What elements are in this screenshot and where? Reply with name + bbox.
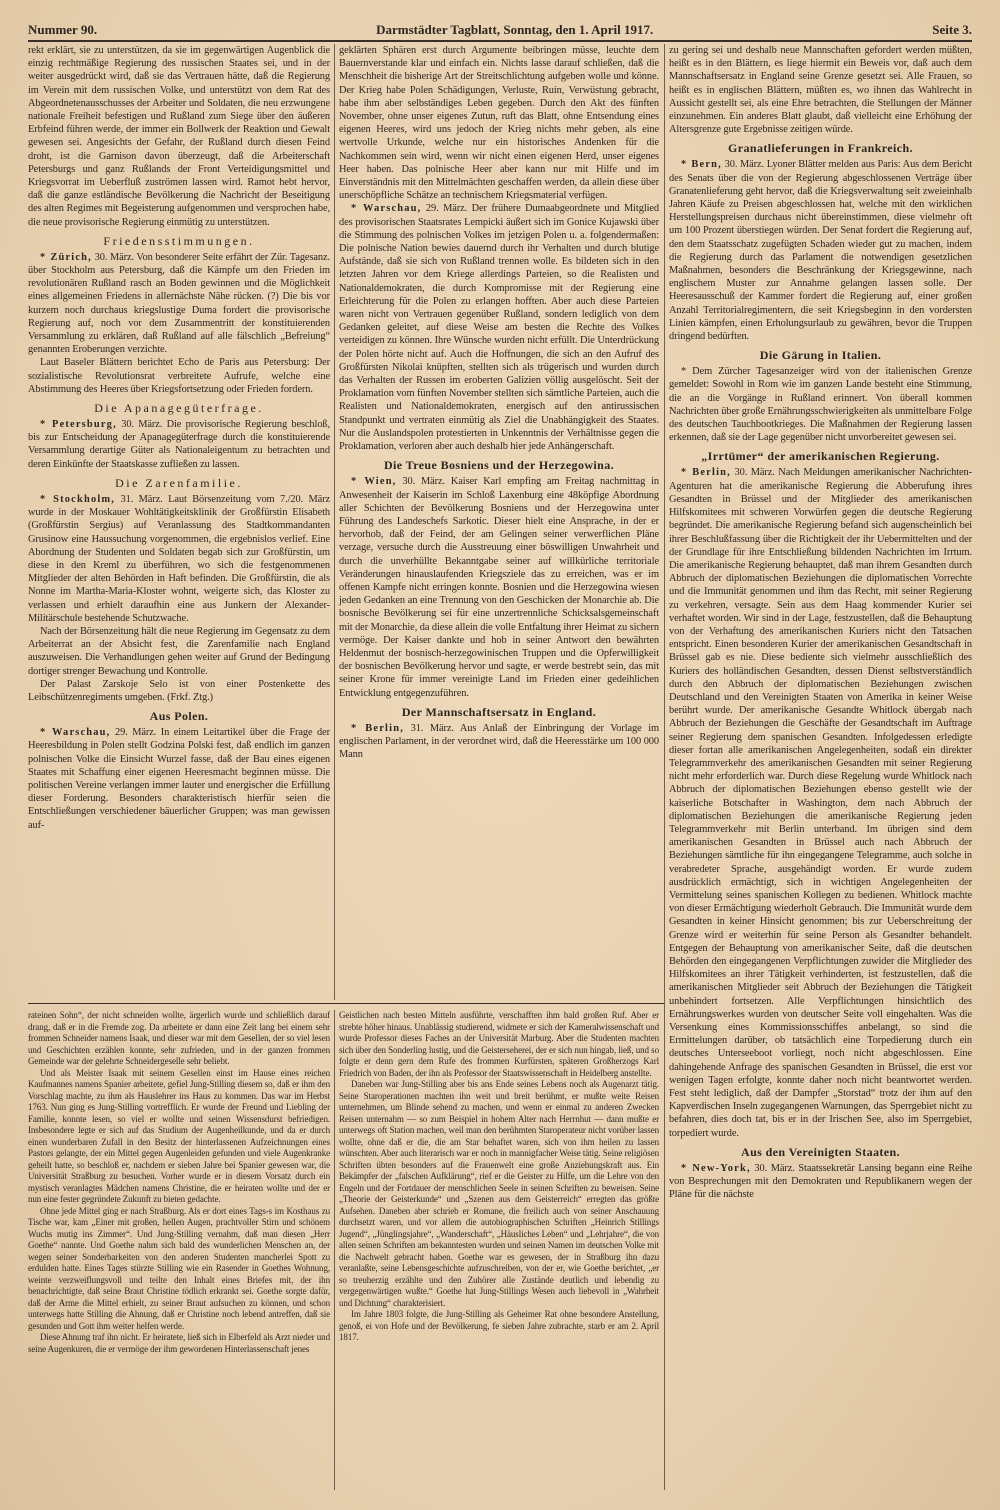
article-text: zu gering sei und deshalb neue Mannschaften gefordert werden müßten, heißt es in den Blättern, es liege hiermit ein Beweis vor, daß auch dem Mannschaftsersatz in England seine Grenze gesetzt sei. Alle Frauen, so heißt es in englischen Blättern, müßten es, wo ihnen das Wahlrecht in Aussicht gestellt sei, als eine Ehre betrachten, die Stellungen der Männer einzunehmen. Ein anderes Blatt glaubt, daß vielleicht eine Erhöhung der Altersgrenze gute Ergebnisse zeitigen würde.	[669, 45, 972, 136]
headline: Friedensstimmungen.	[103, 233, 255, 248]
article-body: 31. März. Aus Anlaß der Einbringung der Vorlage im englischen Parlament, in der verordnet wird, daß die Heeresstärke um 100 000 Mann	[339, 722, 659, 761]
headline: Die Zarenfamilie.	[115, 475, 243, 490]
headline: Die Treue Bosniens und der Herzegowina.	[383, 458, 615, 473]
article-text: Nach der Börsenzeitung hält die neue Regierung im Gegensatz zu dem Arbeiterrat an der Absicht fest, die Zarenfamilie nach England auszuweisen. Die Verhandlungen gehen weiter auf Grund der Bedingung dortiger strenger Bewachung und Kontrolle.	[28, 625, 330, 677]
article-body: 30. März. Staatssekretär Lansing begann eine Reihe von Besprechungen mit den Demokraten und Republikanern wegen der Pläne für die nächste	[669, 1162, 973, 1201]
article-text	[28, 418, 330, 471]
headline: Aus den Vereinigten Staaten.	[741, 1144, 900, 1159]
feuilleton-text: Geistlichen nach besten Mitteln ausführte, verschafften ihm bald großen Ruf. Aber er strebte höher hinaus. Unablässig studierend, widmete er sich der Kameralwissenschaft und wurde Professor dieses Faches an der Universität Marburg. Aber die Studenten machten sich über den Sonderling lustig, und die Geisterseherei, der er sich nun hingab, ließ, und so folgte er denn gern dem Rufe des frommen Kurfürsten, späteren Großherzogs Karl Friedrich von Baden, der ihn als Professor der Staatswissenschaft in Heidelberg anstellte.	[339, 1010, 659, 1078]
article-body: 29. März. Der frühere Dumaabgeordnete und Mitglied des provisorischen Staatsrates Lempicki äußert sich im Gonice Kujawski über die Stimmung des polnischen Volkes im jetzigen Polen u. a. folgendermaßen: Die polnische Nation bewies dauernd durch ihr Verhalten und durch blutige Aufstände, daß sie sich von Rußland trennen wolle. Es bildeten sich in den letzten Jahren vor dem Kriege allerdings Parteien, so die Realisten und Nationaldemokraten, die durch Kompromisse mit der Regierung eine Erleichterung für die Polen zu erlangen hofften. Aber auch diese Parteien waren nicht von Vertrauen gegenüber Rußland, sondern lediglich von dem Gedanken geleitet, auf diese Weise am besten die Rechte des Volkes verteidigen zu können. Ihre Wünsche wurden nicht erfüllt. Die Unterdrückung der Polen hörte nicht auf. Auch die Hoffnungen, die sich an den Aufruf des Großfürsten Nikolai knüpften, stellten sich als trügerisch und wurden durch das Verhalten der Russen im eroberten Galizien völlig ausgelöscht. Seit der Proklamation vom fünften November stellten sich sämtliche Parteien, auch die Realisten und Nationaldemokraten, energisch auf den antirussischen Standpunkt und vertraten einmütig als Ziel die Unabhängigkeit des Staates. Nur die Auslandspolen protestierten in Unkenntnis der Verhältnisse gegen die Proklamation, verloren aber auch deshalb hier jede Anhängerschaft.	[339, 203, 659, 453]
article-body: 30. März. Lyoner Blätter melden aus Paris: Aus dem Bericht des Senats über die von der Regierung abgeschlossenen Verträge über Granatenlieferung geht hervor, daß die Kriegsverwaltung seit zweieinhalb Jahren Käufe zu Preisen abgeschlossen hat, welche mit den wirklichen Herstellungspreisen durchaus nicht übereinstimmen, diese vielmehr oft um 100 Prozent überstiegen würden. Der Senat fordert die Regierung auf, den dem Staatsschatz zugefügten Schaden wieder gut zu machen, indem die Regierung durch das Parlament die notwendigen gesetzlichen Maßnahmen, besonders die Beschränkung der Kriegsgewinne, nach englischem Muster zur Annahme gelangen lassen solle. Der Heeresausschuß der Kammer fordert die Regierung auf, einer großen Anzahl Territorialregimentern, die seit Kriegsbeginn in den vordersten Linien kämpfen, einen Erholungsurlaub zu gewähren, bevor die Truppen dringend bedürften.	[669, 159, 972, 343]
column-divider	[334, 1010, 335, 1490]
article-body: 30. März. Kaiser Karl empfing am Freitag nachmittag in Anwesenheit der Kaiserin im Schloß Laxenburg eine 48köpfige Abordnung aller Schichten der Bevölkerung Bosniens und der Herzegowina unter Führung des Landeschefs Sarkotic. Dieser hielt eine Ansprache, in der er hervorhob, daß der Feind, der am Gelingen seiner verwerflichen Pläne verzage, versuche durch die Ausstreuung einer böswilligen Unwahrheit und durch die unverhüllte Bekanntgabe seiner auf willkürliche territoriale Veränderungen hinauslaufenden Kriegsziele das zu erreichen, was er im offenen Kampfe nicht erringen konnte. Bosnien und die Herzegowina wiesen jeden Gedanken an eine Trennung von den Geschicken der Monarchie ab. Die bosnische Bevölkerung sei für eine unzertrennliche Schicksalsgemeinschaft mit der Monarchie, da diese allein die volle Entfaltung ihrer Heimat zu sichern vermöge. Der Kaiser dankte und hob in seiner Antwort den bewährten Heldenmut der bosnisch-herzegowinischen Truppen und die Opferwilligkeit der bosnischen Bevölkerung hervor und sagte, er werde bestrebt sein, das mit seiner Krone für immer vereinigte Land im Frieden einer gedeihlichen Entwicklung entgegenzuführen.	[339, 476, 659, 699]
dateline: * Zürich,	[40, 251, 92, 263]
article-text	[28, 251, 330, 357]
dateline: * Wien,	[351, 476, 397, 488]
article-body: 30. März. Von besonderer Seite erfährt der Zür. Tagesanz. über Stockholm aus Petersburg, daß die Kämpfe um den Frieden im revolutionären Rußland rasch an Boden gewinnen und die Möglichkeit eines allgemeinen Friedens in allernächste Nähe rücken. (?) Die bis vor kurzem noch durchaus kriegslustige Duma fordert die provisorische Regierung auf, noch vor dem Zusammentritt der konstituierenden Versammlung zu erklären, daß Rußland auf alle fälschlich „Befreiung“ genannten Eroberungen verzichte.	[28, 251, 331, 356]
column-3	[669, 44, 972, 1201]
feuilleton-text: Diese Ahnung traf ihn nicht. Er heiratete, ließ sich in Elberfeld als Arzt nieder und seine Augenkuren, die er vermöge der ihm gewordenen Hinterlassenschaft jenes	[28, 1332, 330, 1354]
headline: Aus Polen.	[149, 709, 209, 724]
feuilleton-text: rateinen Sohn“, der nicht schneiden wollte, ärgerlich wurde und schließlich darauf drang, daß er in die Fremde zog. Da arbeitete er dann eine Zeit lang bei einem sehr frommen Schneider namens Isaak, und dieser war mit dem Gesellen, der so viel lesen und Geschichten erzählen konnte, sehr zufrieden, und in der ganzen frommen Gemeinde war der gelehrte Schneidergeselle sehr beliebt.	[28, 1010, 330, 1066]
article-text	[339, 475, 659, 699]
headline: Der Mannschaftsersatz in England.	[401, 704, 597, 719]
dateline: * Bern,	[681, 159, 722, 171]
column-1	[28, 44, 330, 832]
article-text: geklärten Sphären erst durch Argumente beibringen müsse, leuchte dem Bauernverstande klar und einfach ein. Nichts lasse darauf schließen, daß die Menschheit die bisherige Art der Streitschlichtung aufgeben wolle und könne. Der Krieg habe Polen Schädigungen, Verluste, Ruin, Verwüstung gebracht, habe ihm aber selbständiges Leben gegeben. Durch den Akt des fünften November, ohne unser eigenes Zutun, ruft das Blatt, ohne Entsendung eines eigenen Heeres, wird uns jedoch der Krieg nichts mehr geben, als eine wertvolle Urkunde, welche nur ein historisches Andenken für die Nachkommen sein wird, wenn wir nicht einen eigenen Herd, unser eigenes Heer haben. Das polnische Heer aber kann nur mit Hilfe und im Einverständnis mit den Mittelmächten geschaffen werden, da allein diese über unerschöpfliche Schätze an technischem Kriegsmaterial verfügen.	[339, 45, 659, 202]
article-text: * Dem Zürcher Tagesanzeiger wird von der italienischen Grenze gemeldet: Sowohl in Rom wie im ganzen Lande besteht eine Stimmung, die an die Vorgänge in Rußland erinnert. Von überall kommen Nachrichten über große Ernährungsschwierigkeiten als unmittelbare Folge des deutschen Tauchbootkrieges. Die Maßnahmen der Regierung lassen erkennen, daß sie der Lage gegenüber nicht unvorbereitet gewesen sei.	[669, 366, 972, 444]
article-text	[28, 726, 330, 832]
article-text: Der Palast Zarskoje Selo ist von einer Postenkette des Leibschützenregiments umgeben. (Frkf. Ztg.)	[28, 678, 330, 703]
headline: Granatlieferungen in Frankreich.	[728, 141, 913, 156]
dateline: * Berlin,	[681, 467, 731, 479]
headline: „Irrtümer“ der amerikanischen Regierung.	[701, 449, 940, 464]
dateline: * Warschau,	[351, 203, 422, 215]
headline: Die Apanagegüterfrage.	[94, 401, 264, 416]
article-body: 30. März. Nach Meldungen amerikanischer Nachrichten-Agenturen hat die amerikanische Regierung die Abberufung ihres Gesandten in Brüssel und der Mitglieder des amerikanischen Hilfskomitees mit schweren Vorwürfen gegen die deutsche Regierung begründet. Die amerikanische Regierung befand sich augenscheinlich bei ihrer Beschlußfassung über die Richtigkeit der ihr Uebermittelten und der der Grundlage für ihre Entschließung bildenden Nachrichten im Irrtum. Die amerikanische Regierung behauptet, daß man ihrem Gesandten durch Abbruch der diplomatischen Beziehungen die diplomatischen Vorrechte und die Immunität genommen und ihm das Recht, mit seiner Regierung zu verkehren, versagte. Sein aus dem Haag kommender Kurier sei verhaftet worden. Wir sind in der Lage, festzustellen, daß die Behauptung von der Verhaftung des amerikanischen Kuriers nicht den Tatsachen entspricht. Einen besonderen Kurier der amerikanischen Gesandtschaft in Brüssel gab es nie. Diese bediente sich vielmehr ausschließlich des Kuriers des holländischen Gesandten, dessen Dienst selbstverständlich durch den Abbruch der diplomatischen Beziehungen zwischen Deutschland und den Vereinigten Staaten von Amerika in keiner Weise berührt wurde. Der amerikanische Gesandte Whitlock übergab nach Abbruch der Beziehungen die Geschäfte der Gesandtschaft im Auftrage seiner Regierung dem spanischen Gesandten. Infolgedessen erledigte dieser fortan alle amerikanischen Angelegenheiten, sodaß ein direkter Telegrammverkehr des amerikanischen Gesandten mit seiner Regierung nicht mehr erforderlich war. Durch diese Regelung wurde Whitlock nach Abbruch der diplomatischen Beziehungen ebenso gestellt wie der kaiserliche Botschafter in Washington, dem nach Abbruch der diplomatischen Beziehungen die amerikanische Regierung jeden Telegrammverkehr mit Berlin unterband. Im übrigen sind dem amerikanischen Gesandten in Brüssel auch nach Abbruch der Beziehungen sämtliche für ihn eingegangene Telegramme, auch solche in verabredeter Sprache, ausgehändigt worden. Er wurde zudem ausdrücklich ermächtigt, sich in wichtigen Angelegenheiten der Vermittelung seines spanischen Kollegen zu bedienen. Whitlock machte von dieser Ermächtigung wiederholt Gebrauch. Die Immunität wurde dem Gesandten in keiner Hinsicht genommen; bis zur Ueberschreitung der Grenze wird er weiterhin für seine Person als Gesandter behandelt. Entgegen der Behauptung von amerikanischer Seite, daß die deutschen Behörden den eingegangenen Verpflichtungen zuwider die Mitglieder des Hilfskomitees an ihrer Tätigkeit verhinderten, ist festzustellen, daß die amerikanischen Mitglieder seit Abbruch der Beziehungen die Tätigkeit unbehindert fortsetzen. Alle Verpflichtungen hinsichtlich des Ernährungswerkes wurden von deutscher Seite voll eingehalten. Was die Versenkung eines Kommissionsschiffes anbelangt, so sind die Ermittelungen darüber, ob tatsächlich eine Torpedierung durch ein deutsches Unterseeboot vorliegt, noch nicht abgeschlossen. Eine dahingehende Anfrage des spanischen Gesandten in Brüssel, die erst vor wenigen Tagen erfolgte, konnte daher noch nicht beantwortet werden. Fest steht lediglich, daß der Dampfer „Storstad“ trotz der ihm auf den Kapverdischen Inseln zugegangenen Warnungen, das Sperrgebiet nicht zu befahren, dies doch tat, bis er in der Irischen See, also im Sperrgebiet, torpediert wurde.	[669, 467, 972, 1139]
feuilleton-column-2	[339, 1010, 659, 1344]
column-2	[339, 44, 659, 761]
article-text	[339, 722, 659, 762]
article-text	[28, 493, 330, 625]
newspaper-title: Darmstädter Tagblatt, Sonntag, den 1. April 1917.	[376, 22, 654, 37]
headline: Die Gärung in Italien.	[759, 348, 882, 363]
dateline: * New-York,	[681, 1162, 751, 1174]
article-text: rekt erklärt, sie zu unterstützen, da sie im gegenwärtigen Augenblick die einzig rechtmäßige Regierung des russischen Staates sei, und in der weiter ausgedrückt wird, daß sie das Vertrauen hätte, daß die Regierung im Verein mit dem russischen Volke, und unterstützt von dem Rat des Abgeordnetenausschusses der Arbeiter und Soldaten, die neu erzwungene nationale Freiheit befestigen und Rußland zum Siege über den äußeren Erbfeind führen werde, der immer ein Bollwerk der Reaktion und Gewalt gewesen sei. Angesichts der Gefahr, der Rußland durch diesen Feind droht, ist die Garnison davon überzeugt, daß die Arbeiterschaft Petersburgs und ganz Rußlands der Front Verteidigungsmittel und Kriegsvorrat im Ueberfluß zuströmen lassen wird. Ramot hebt hervor, daß die ganze estländische Bevölkerung die Nachricht der Beseitigung des alten Regimes mit Begeisterung aufgenommen und versprochen habe, die neue provisorische Regierung einmütig zu unterstützen.	[28, 45, 330, 228]
issue-number: Nummer 90.	[28, 22, 98, 37]
feuilleton-rule	[28, 1003, 664, 1004]
masthead	[28, 20, 972, 42]
feuilleton-text: Daneben war Jung-Stilling aber bis ans Ende seines Lebens noch als Augenarzt tätig. Seine Staroperationen machten ihn weit und breit berühmt, er mußte weite Reisen unternehmen, um Blinde sehend zu machen, und wenn er einmal zu anderen Zwecken Reisen unternahm — so zum Beispiel in hohem Alter nach Herrnhut — dann mußte er unterwegs oft Station machen, weil man den berühmten Staroperateur nicht vorüber lassen wollte, ohne daß er die, die am Star behaftet waren, sich von ihm heilen zu lassen wünschten. Aber auch literarisch war er noch in mannigfacher Weise tätig. Seine religiösen Schriften übten besonders auf die Frauenwelt eine große Anziehungskraft aus. Ein Bekämpfer der „falschen Aufklärung“, rief er die Geister zu Hilfe, um die Lehre von den Engeln und der Fortdauer der menschlichen Seele in seinen Schriften zu beweisen. Seine „Theorie der Geisterkunde“ und „Szenen aus dem Geisterreich“ erregten das größte Aufsehen. Daneben aber schrieb er Romane, die freilich auch von seiner Anschauung durchsetzt waren, und vor allem die autobiographischen Schriften „Heinrich Stillings Jugend“, „Jünglingsjahre“, „Wanderschaft“, „Häusliches Leben“ und „Lehrjahre“, die von allen seinen Schriften am bekanntesten wurden und seinen Namen im deutschen Volke mit die Nachwelt gebracht haben. Goethe war es gewesen, der in Straßburg ihn dazu veranlaßte, seine Lebensgeschichte aufzuschreiben, von der er, wie Goethe berichtet, „er so treuherzig erzählte und den Zuhörer alle Zustände deutlich und lebendig zu vergegenwärtigen wußte.“ Goethe hat Jung-Stillings Wesen auch liebevoll in „Wahrheit und Dichtung“ charakterisiert.	[339, 1079, 659, 1308]
feuilleton-text: Und als Meister Isaak mit seinem Gesellen einst im Hause eines reichen Kaufmannes namens Spanier arbeitete, gefiel Jung-Stilling diesem so, daß er ihm den Vorschlag machte, zu ihm als Hauslehrer ins Haus zu kommen. Das war im Herbst 1763. Nun ging es Jung-Stilling vortrefflich. Er wurde der Freund und Liebling der Familie, konnte lesen, so viel er wollte und seinen Wissensdurst befriedigen. Insbesondere legte er sich auf das Studium der Augenheilkunde, und da er durch einen wunderbaren Zufall in den Besitz der hinterlassenen Aufzeichnungen eines Pastors gelangte, der ein Mittel gegen Augenleiden gefunden und viele Augenkranke geheilt hatte, so beschloß er, nachdem er sieben Jahre bei Spanier gewesen war, die Universität Straßburg zu besuchen. Vorher wurde er in diesem Vorsatz durch ein mystisch veranlagtes Mädchen namens Christine, die er heiraten wollte und der er nun eine fester gegründete Zukunft zu bieten gedachte.	[28, 1067, 330, 1204]
article-text	[339, 202, 659, 453]
article-text	[669, 1162, 972, 1202]
dateline: * Stockholm,	[40, 493, 116, 505]
column-divider	[334, 44, 335, 1000]
article-body: 30. März. Die provisorische Regierung beschloß, bis zur Entscheidung der Apanagegüterfrage durch die konstituierende Versammlung derartige Güter als Nationaleigentum zu betrachten und deren Einkünfte der Staatskasse zufließen zu lassen.	[28, 419, 331, 470]
column-divider	[664, 44, 665, 1490]
feuilleton-column-1	[28, 1010, 330, 1355]
dateline: * Warschau,	[40, 727, 111, 739]
page-number: Seite 3.	[932, 22, 972, 37]
dateline: * Petersburg,	[40, 419, 117, 431]
article-body: 31. März. Laut Börsenzeitung vom 7./20. März wurde in der Moskauer Wohltätigkeitsklinik der Großfürstin Elisabeth (Großfürstin Sergius) auf Veranlassung des Stadtkommandanten Grusinow eine Haussuchung vorgenommen, die ergebnislos verlief. Eine Abordnung der Studenten und Soldaten begab sich zur Großfürstin, um diese in den Kreml zu überführen, wo sich die festgenommenen Mitglieder der alten Behörden in Haft befinden. Die Großfürstin, die als Nonne im Martha-Maria-Kloster wohnt, weigerte sich, das Kloster zu verlassen und erhielt daraufhin eine aus Junkern der Alexander-Militärschule bestehende Schutzwache.	[28, 493, 330, 624]
dateline: * Berlin,	[351, 722, 404, 734]
feuilleton-text: Im Jahre 1803 folgte, die Jung-Stilling als Geheimer Rat ohne besondere Anstellung, genoß, ei von Hofe und der Bevölkerung, fe sieben Jahre zubrachte, starb er am 2. April 1817.	[339, 1309, 659, 1342]
article-text: Laut Baseler Blättern berichtet Echo de Paris aus Petersburg: Der sozialistische Revolutionsrat verbreitete Aufrufe, welche eine Abstimmung des Heeres über Kriegsfortsetzung oder Frieden fordern.	[28, 357, 330, 395]
article-text	[669, 466, 972, 1139]
article-body: 29. März. In einem Leitartikel über die Frage der Heeresbildung in Polen stellt Godzina Polski fest, daß endlich im ganzen polnischen Volke die Einsicht Wurzel fasse, daß der Bau eines eigenen Staates mit Schaffung einer eigenen Heeresmacht beginnen müsse. Die politischen Vereine verlangen immer lauter und energischer die Erfüllung dieser Forderung. Besonders charakteristisch hierfür seien die Entschließungen verschiedener bäuerlicher Gruppen; was man gewissen auf-	[28, 727, 331, 831]
feuilleton-text: Ohne jede Mittel ging er nach Straßburg. Als er dort eines Tags-s im Kosthaus zu Tische war, kam „Einer mit großen, hellen Augen, prachtvoller Stirn und schönem Wuchs mutig ins Zimmer“. Und Jung-Stilling vernahm, daß man diesen „Herr Goethe“ nannte. Und Goethe nahm sich bald des wunderlichen Menschen an, der wegen seiner Sonderbarkeiten von den anderen Studenten mancherlei Spott zu erdulden hatte. Eines Tages stürzte Stilling wie ein Rasender in Goethes Wohnung, weinte verzweiflungsvoll und teilte den Inhalt eines Briefes mit, der ihn benachrichtigte, daß seine Braut Christine tödlich erkrankt sei. Goethe sorgte dafür, daß der Arme die Mittel erhielt, zu seiner Braut aufsuchen zu können, und schon unterwegs hatte Stilling die Ahnung, daß er Christine noch lebend antreffen, daß sie gesunden und Gott ihm weiter helfen werde.	[28, 1205, 330, 1331]
article-text	[669, 158, 972, 343]
